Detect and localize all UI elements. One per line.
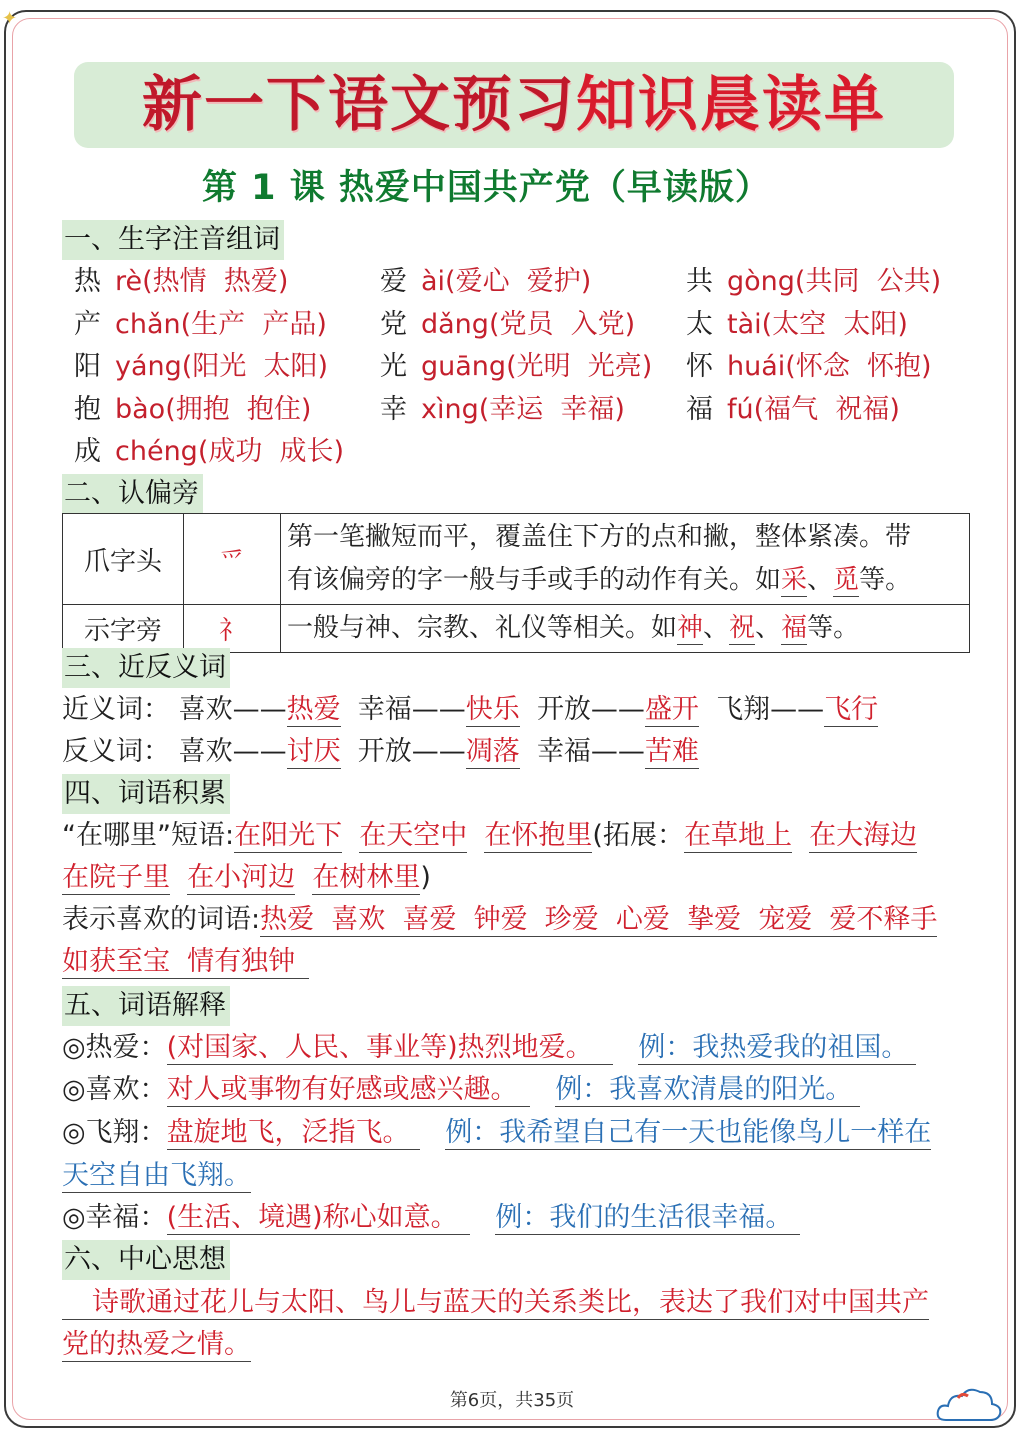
character-entry xyxy=(380,347,652,387)
pair-word: 幸福—— xyxy=(536,736,645,767)
radical-desc-line: 第一笔撇短而平，覆盖住下方的点和撇，整体紧凑。带 xyxy=(287,522,912,552)
pinyin: yáng xyxy=(115,351,182,382)
example-sentence: 例：我热爱我的祖国。 xyxy=(638,1032,916,1065)
desc-tail: 等。 xyxy=(807,613,860,643)
like-words-row xyxy=(62,900,937,940)
pair-answer: 苦难 xyxy=(644,736,699,767)
central-idea-text: 党的热爱之情。 xyxy=(62,1329,251,1360)
character: 福 xyxy=(686,393,713,425)
like-words-row-2 xyxy=(62,942,309,982)
character: 抱 xyxy=(74,393,101,425)
phrase: 在小河边 xyxy=(187,862,296,893)
pair-word: 喜欢—— xyxy=(178,694,287,725)
desc-tail: 等。 xyxy=(859,565,912,595)
table-row xyxy=(63,514,970,605)
central-idea-text: 诗歌通过花儿与太阳、鸟儿与蓝天的关系类比，表达了我们对中国共产 xyxy=(62,1287,929,1320)
extend-label: (拓展： xyxy=(592,820,684,851)
character: 幸 xyxy=(380,393,407,425)
phrase: 在怀抱里 xyxy=(484,820,593,851)
phrase: 在大海边 xyxy=(809,820,918,851)
character-entry xyxy=(686,347,932,387)
example-char: 祝 xyxy=(729,613,756,643)
pinyin: ài xyxy=(421,266,446,297)
pair-word: 开放—— xyxy=(357,736,466,767)
character-entry xyxy=(74,347,328,387)
phrase: 在草地上 xyxy=(683,820,792,851)
example-sentence: 例：我喜欢清晨的阳光。 xyxy=(555,1074,860,1107)
pinyin: bào xyxy=(115,393,166,425)
pinyin: dǎng xyxy=(421,308,489,340)
section-heading-explanations: 五、词语解释 xyxy=(62,986,230,1026)
section-heading-synonyms: 三、近反义词 xyxy=(62,648,230,688)
radical-desc-line: 有该偏旁的字一般与手或手的动作有关。如 xyxy=(287,565,782,595)
like-words: 热爱 喜欢 喜爱 钟爱 珍爱 心爱 挚爱 宠爱 爱不释手 xyxy=(260,904,938,935)
radical-name: 示字旁 xyxy=(63,605,184,653)
meaning: (生活、境遇)称心如意。 xyxy=(167,1202,470,1235)
section-heading-radicals: 二、认偏旁 xyxy=(62,474,203,514)
phrase: 在阳光下 xyxy=(234,820,343,851)
pinyin: xìng xyxy=(421,393,479,425)
table-row xyxy=(63,605,970,653)
character: 太 xyxy=(686,308,713,340)
phrase: 在树林里 xyxy=(312,862,421,893)
example-words: (拥抱 抱住) xyxy=(165,393,312,425)
pair-word: 开放—— xyxy=(536,694,645,725)
example-sentence: 例：我希望自己有一天也能像鸟儿一样在 xyxy=(445,1117,932,1148)
pinyin: tài xyxy=(727,308,762,340)
pinyin: rè xyxy=(115,266,143,297)
central-idea-line xyxy=(62,1283,929,1323)
pair-word: 幸福—— xyxy=(357,694,466,725)
term: ◎飞翔： xyxy=(62,1117,167,1148)
phrase: 在院子里 xyxy=(62,862,170,893)
meaning: 盘旋地飞，泛指飞。 xyxy=(167,1117,420,1150)
like-words: 如获至宝 情有独钟 xyxy=(62,946,309,979)
synonym-row xyxy=(62,690,878,730)
example-sentence: 天空自由飞翔。 xyxy=(62,1160,251,1191)
character: 产 xyxy=(74,308,101,340)
separator: 、 xyxy=(703,613,730,643)
radical-description xyxy=(281,605,970,653)
meaning: (对国家、人民、事业等)热烈地爱。 xyxy=(167,1032,613,1065)
page-title xyxy=(142,70,886,140)
close-paren: ) xyxy=(420,862,431,893)
explanation-row xyxy=(62,1028,916,1068)
title-part2: 知识晨读单 xyxy=(576,70,886,140)
character: 成 xyxy=(74,436,101,467)
radical-symbol: 礻 xyxy=(184,605,281,653)
synonym-label: 近义词： xyxy=(62,694,170,725)
example-char: 神 xyxy=(677,613,704,643)
example-words: (阳光 太阳) xyxy=(181,351,329,382)
character-entry xyxy=(380,390,625,430)
antonym-label: 反义词： xyxy=(62,736,170,767)
like-label: 表示喜欢的词语: xyxy=(62,904,261,935)
pair-answer: 快乐 xyxy=(465,694,520,725)
meaning: 对人或事物有好感或感兴趣。 xyxy=(167,1074,530,1107)
character-entry xyxy=(686,262,941,302)
example-char: 福 xyxy=(781,613,808,643)
section-heading-central-idea: 六、中心思想 xyxy=(62,1240,230,1280)
character-entry xyxy=(686,305,908,345)
pair-answer: 盛开 xyxy=(644,694,699,725)
lesson-title: 第 1 课 热爱中国共产党（早读版） xyxy=(202,168,771,208)
character-entry xyxy=(74,390,311,430)
character-entry xyxy=(380,262,591,302)
pinyin: fú xyxy=(727,393,754,425)
title-part1: 新一下语文预习 xyxy=(142,70,576,140)
pair-answer: 热爱 xyxy=(286,694,341,725)
character: 热 xyxy=(74,266,101,297)
explanation-row xyxy=(62,1198,800,1238)
phrase: 在天空中 xyxy=(359,820,468,851)
section-heading-characters: 一、生字注音组词 xyxy=(62,220,284,260)
example-words: (共同 公共) xyxy=(794,266,942,297)
pair-answer: 凋落 xyxy=(465,736,520,767)
where-phrases-row xyxy=(62,816,917,856)
term: ◎热爱： xyxy=(62,1032,167,1063)
character-entry xyxy=(380,305,635,345)
cloud-icon xyxy=(934,1384,1004,1424)
character: 怀 xyxy=(686,351,713,382)
pinyin: chéng xyxy=(115,436,198,467)
radical-table xyxy=(62,513,970,653)
character-entry xyxy=(74,432,344,472)
antonym-row xyxy=(62,732,699,772)
example-words: (幸运 幸福) xyxy=(478,393,625,425)
example-words: (生产 产品) xyxy=(180,308,327,340)
explanation-row xyxy=(62,1113,931,1153)
example-sentence: 例：我们的生活很幸福。 xyxy=(495,1202,800,1235)
character-entry xyxy=(74,262,288,302)
section-heading-accumulation: 四、词语积累 xyxy=(62,774,230,814)
character: 光 xyxy=(380,351,407,382)
example-char: 觅 xyxy=(833,565,860,595)
explanation-row xyxy=(62,1070,860,1110)
separator: 、 xyxy=(807,565,834,595)
character: 党 xyxy=(380,308,407,340)
pinyin: chǎn xyxy=(115,308,181,340)
example-words: (爱心 爱护) xyxy=(445,266,592,297)
example-words: (光明 光亮) xyxy=(506,351,653,382)
term: ◎幸福： xyxy=(62,1202,167,1233)
character: 阳 xyxy=(74,351,101,382)
pair-word: 喜欢—— xyxy=(178,736,287,767)
example-char: 采 xyxy=(781,565,808,595)
radical-description xyxy=(281,514,970,605)
radical-name: 爪字头 xyxy=(63,514,184,605)
example-words: (太空 太阳) xyxy=(761,308,908,340)
pair-word: 飞翔—— xyxy=(716,694,825,725)
pair-answer: 讨厌 xyxy=(286,736,341,767)
example-words: (热情 热爱) xyxy=(142,266,289,297)
separator: 、 xyxy=(755,613,782,643)
character: 共 xyxy=(686,266,713,297)
page-number: 第6页，共35页 xyxy=(449,1390,575,1411)
example-words: (成功 成长) xyxy=(197,436,345,467)
character-entry xyxy=(74,305,327,345)
example-words: (福气 祝福) xyxy=(753,393,900,425)
title-banner xyxy=(74,62,954,148)
central-idea-line xyxy=(62,1325,251,1365)
example-words: (党员 入党) xyxy=(488,308,636,340)
term: ◎喜欢： xyxy=(62,1074,167,1105)
radical-desc-line: 一般与神、宗教、礼仪等相关。如 xyxy=(287,613,678,643)
where-phrases-row-2 xyxy=(62,858,431,898)
explanation-row-cont xyxy=(62,1156,251,1196)
pair-answer: 飞行 xyxy=(824,694,879,725)
character: 爱 xyxy=(380,266,407,297)
radical-symbol: 爫 xyxy=(184,514,281,605)
pinyin: guāng xyxy=(421,351,507,382)
star-icon: ✦ xyxy=(2,8,18,29)
pinyin: gòng xyxy=(727,266,795,297)
where-label: “在哪里”短语: xyxy=(62,820,235,851)
character-entry xyxy=(686,390,900,430)
example-words: (怀念 怀抱) xyxy=(785,351,932,382)
pinyin: huái xyxy=(727,351,786,382)
